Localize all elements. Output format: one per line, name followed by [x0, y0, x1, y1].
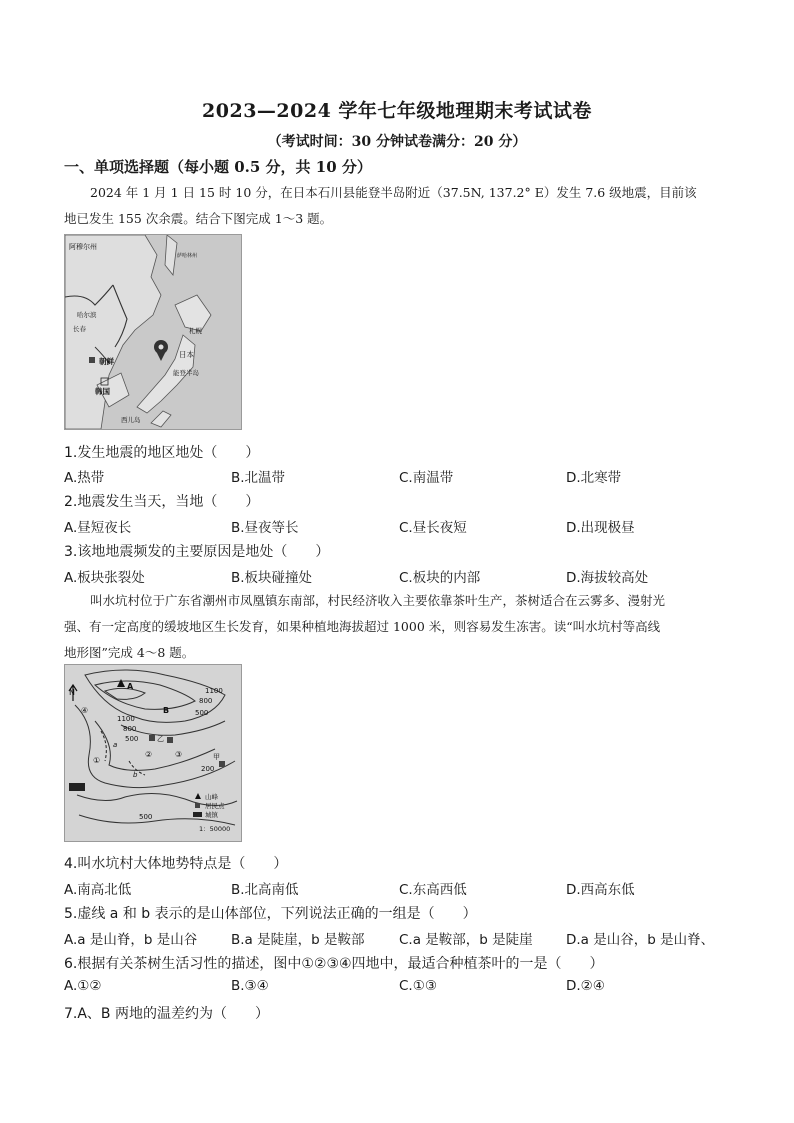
site-1-label: ① [93, 756, 101, 765]
q6-option-a[interactable]: A.①② [64, 978, 102, 994]
question-6-stem: 6.根据有关茶树生活习性的描述，图中①②③④四地中，最适合种植茶叶的一是（ ） [64, 956, 604, 972]
map1-label-noto: 能登半岛 [173, 369, 199, 377]
q2-option-d[interactable]: D.出现极昼 [566, 520, 635, 536]
q2-option-a[interactable]: A.昼短夜长 [64, 520, 132, 536]
map1-label-harbin: 哈尔滨 [77, 311, 97, 319]
contour-label-800-east: 800 [199, 697, 213, 705]
q5-option-b[interactable]: B.a 是陡崖，b 是鞍部 [231, 932, 365, 948]
point-yi-label: 乙 [157, 735, 164, 743]
intro-paragraph-2 [64, 588, 732, 666]
contour-label-500-east: 500 [195, 709, 209, 717]
line-b-label: b [133, 771, 138, 779]
q2-option-b[interactable]: B.昼夜等长 [231, 520, 299, 536]
q4-option-d[interactable]: D.西高东低 [566, 882, 635, 898]
q1-option-d[interactable]: D.北寒带 [566, 470, 622, 486]
question-2-stem: 2.地震发生当天，当地（ ） [64, 494, 260, 510]
q5-option-c[interactable]: C.a 是鞍部，b 是陡崖 [399, 932, 533, 948]
site-2-label: ② [145, 750, 153, 759]
intro-2-line-3: 地形图”完成 4～8 题。 [64, 645, 195, 660]
point-b-label: B [163, 706, 170, 715]
exam-info: （考试时间：30 分钟试卷满分：20 分） [267, 134, 527, 150]
legend-residence-label: 居民点 [205, 802, 225, 810]
japan-region-map [64, 234, 242, 430]
site-3-label: ③ [175, 750, 183, 759]
map1-label-sapporo: 札幌 [189, 327, 202, 335]
town-block [69, 783, 85, 791]
q2-option-c[interactable]: C.昼长夜短 [399, 520, 467, 536]
q6-option-d[interactable]: D.②④ [566, 978, 605, 994]
map1-marker-north-korea [89, 357, 95, 363]
legend-town-symbol [193, 812, 202, 817]
page-title: 2023—2024 学年七年级地理期末考试试卷 [202, 100, 592, 122]
legend-town-label: 城镇 [205, 811, 218, 819]
contour-label-1100-west: 1100 [117, 715, 135, 723]
question-5-stem: 5.虚线 a 和 b 表示的是山体部位，下列说法正确的一组是（ ） [64, 906, 477, 922]
q3-option-c[interactable]: C.板块的内部 [399, 570, 481, 586]
q6-option-b[interactable]: B.③④ [231, 978, 269, 994]
map1-label-japan: 日本 [179, 350, 194, 359]
question-3-stem: 3.该地地震频发的主要原因是地处（ ） [64, 544, 330, 560]
intro-2-line-1: 叫水坑村位于广东省潮州市凤凰镇东南部，村民经济收入主要依靠茶叶生产，茶树适合在云雾多、漫射光 [90, 593, 666, 608]
point-a-label: A [127, 682, 134, 691]
contour-label-1100-east: 1100 [205, 687, 223, 695]
q1-option-b[interactable]: B.北温带 [231, 470, 286, 486]
q3-option-a[interactable]: A.板块张裂处 [64, 570, 145, 586]
q3-option-b[interactable]: B.板块碰撞处 [231, 570, 313, 586]
north-arrow-label: N [69, 688, 75, 697]
intro-2-line-2: 强、有一定高度的缓坡地区生长发育，如果种植地海拔超过 1000 米，则容易发生冻害。读“叫水坑村等高线 [64, 619, 661, 634]
map1-label-changchun: 长春 [73, 325, 86, 333]
intro-1-line-2: 地已发生 155 次余震。结合下图完成 1～3 题。 [64, 211, 333, 226]
contour-label-500-west: 500 [125, 735, 139, 743]
residence-marker-yi [149, 735, 155, 741]
q4-option-a[interactable]: A.南高北低 [64, 882, 132, 898]
q1-option-c[interactable]: C.南温带 [399, 470, 454, 486]
q6-option-c[interactable]: C.①③ [399, 978, 437, 994]
map1-label-jeju: 西儿岛 [121, 416, 141, 424]
question-1-stem: 1.发生地震的地区地处（ ） [64, 445, 260, 461]
site-4-label: ④ [81, 706, 89, 715]
intro-paragraph-1 [64, 180, 732, 232]
map1-label-sakhalin: 萨哈林州 [177, 253, 198, 259]
point-jia-label: 甲 [213, 753, 220, 761]
question-4-stem: 4.叫水坑村大体地势特点是（ ） [64, 856, 288, 872]
q1-option-a[interactable]: A.热带 [64, 470, 105, 486]
legend-peak-label: 山峰 [205, 793, 218, 801]
q5-option-d[interactable]: D.a 是山谷，b 是山脊、 [566, 932, 715, 948]
contour-label-200: 200 [201, 765, 215, 773]
q3-option-d[interactable]: D.海拔较高处 [566, 570, 649, 586]
q5-option-a[interactable]: A.a 是山脊，b 是山谷 [64, 932, 198, 948]
contour-map [64, 664, 242, 842]
q4-option-b[interactable]: B.北高南低 [231, 882, 299, 898]
intro-1-line-1: 2024 年 1 月 1 日 15 时 10 分，在日本石川县能登半岛附近（37.5N, 137.2° E）发生 7.6 级地震，目前该 [90, 185, 697, 200]
q4-option-c[interactable]: C.东高西低 [399, 882, 467, 898]
legend-residence-symbol [195, 803, 200, 808]
contour-label-500-south: 500 [139, 813, 153, 821]
line-a-label: a [113, 741, 118, 749]
map1-label-south-korea: 韩国 [95, 387, 110, 396]
map1-label-north-korea: 朝鲜 [99, 357, 114, 366]
section-heading: 一、单项选择题（每小题 0.5 分，共 10 分） [64, 158, 372, 176]
contour-label-800-west: 800 [123, 725, 137, 733]
contour-map-figure [65, 665, 241, 841]
residence-marker-jia [219, 761, 225, 767]
map-scale: 1：50000 [199, 825, 231, 833]
japan-map-figure [65, 235, 241, 429]
map1-label-amur: 阿穆尔州 [69, 243, 97, 251]
residence-marker [167, 737, 173, 743]
question-7-stem: 7.A、B 两地的温差约为（ ） [64, 1006, 269, 1022]
